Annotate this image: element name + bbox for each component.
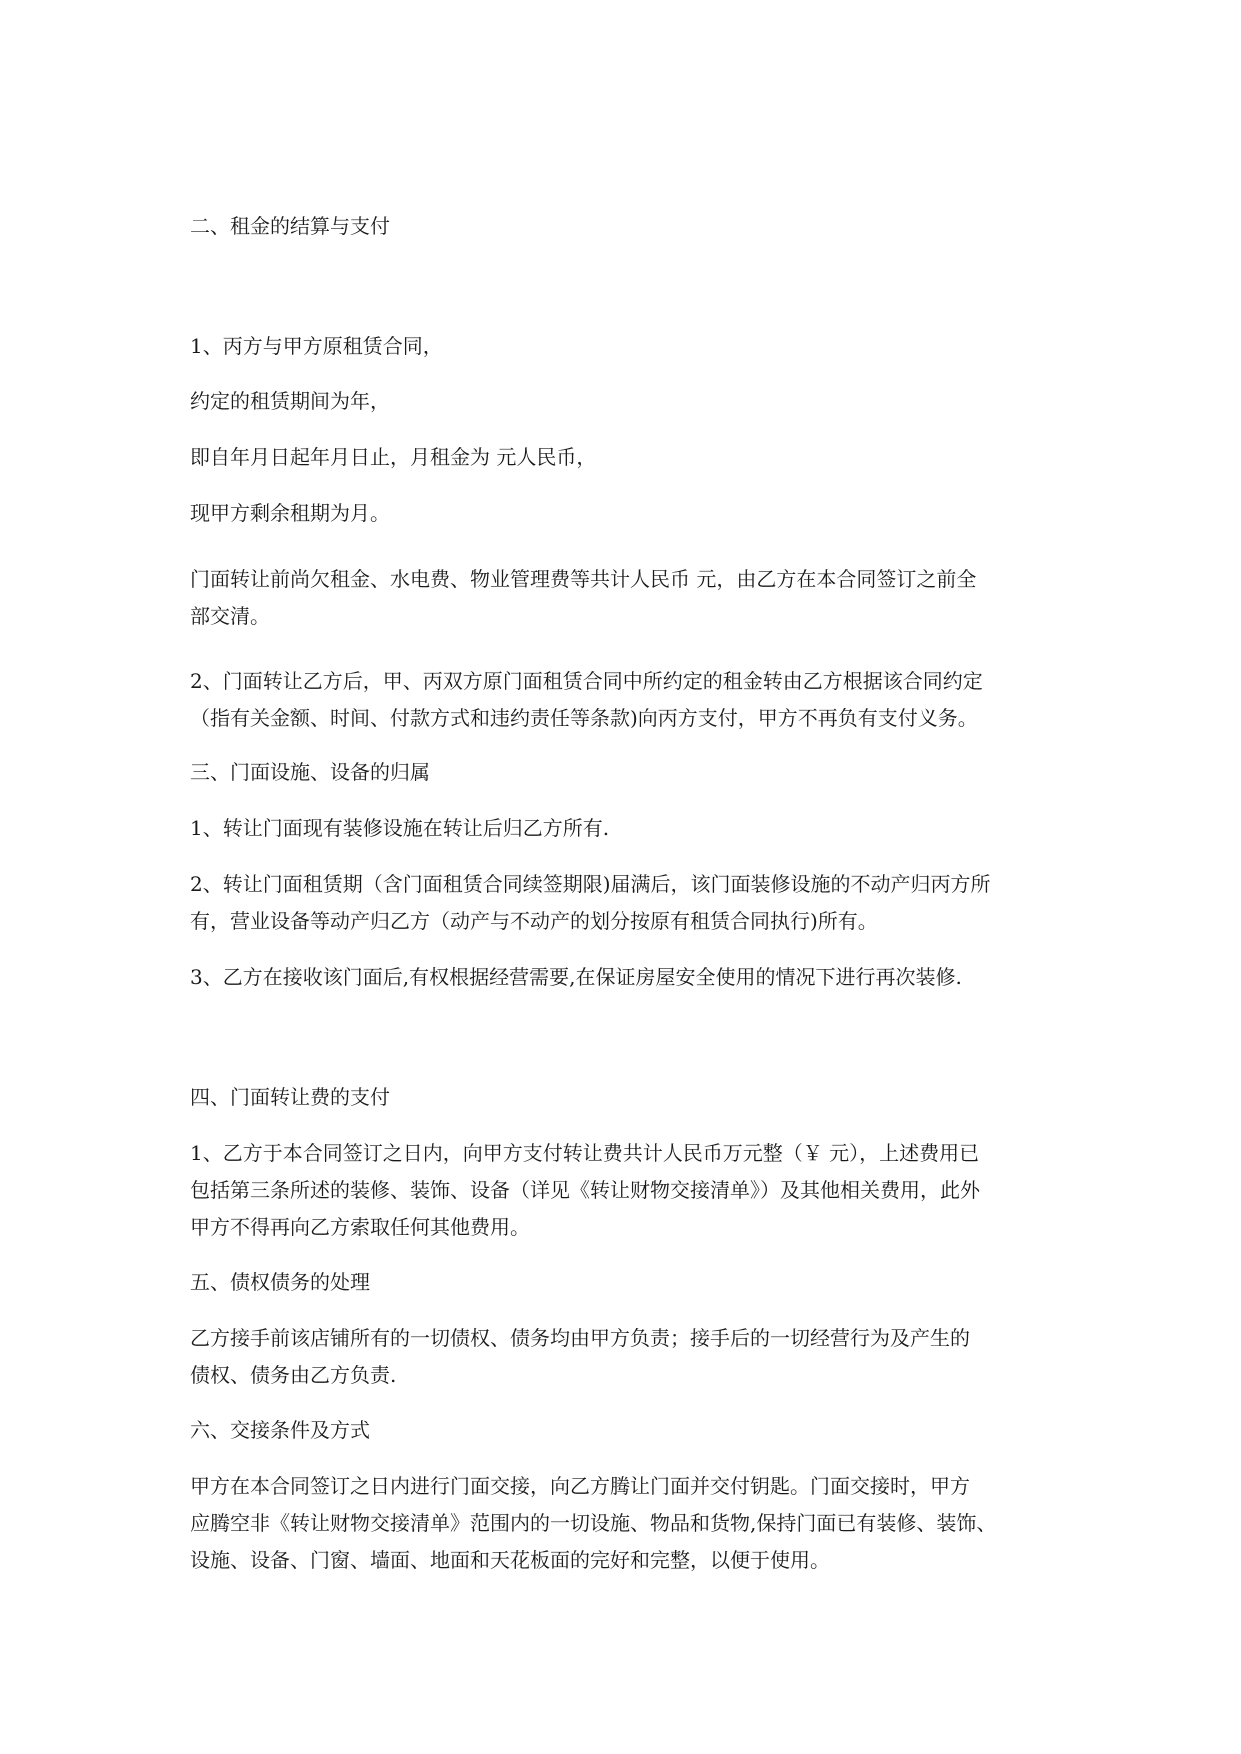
section-2-clause-2-line-1: 2、门面转让乙方后，甲、丙双方原门面租赁合同中所约定的租金转由乙方根据该合同约定 [190,669,983,693]
section-3-clause-2-line-2: 有，营业设备等动产归乙方（动产与不动产的划分按原有租赁合同执行)所有。 [190,909,878,933]
section-5-body-line-2: 债权、债务由乙方负责. [190,1363,397,1387]
section-4-clause-1-line-1: 1、乙方于本合同签订之日内，向甲方支付转让费共计人民币万元整（￥ 元），上述费用已 [190,1141,980,1165]
section-4-clause-1-line-3: 甲方不得再向乙方索取任何其他费用。 [190,1215,530,1239]
section-3-clause-2-line-1: 2、转让门面租赁期（含门面租赁合同续签期限)届满后，该门面装修设施的不动产归丙方所 [190,872,991,896]
section-6-body-line-1: 甲方在本合同签订之日内进行门面交接，向乙方腾让门面并交付钥匙。门面交接时，甲方 [190,1474,970,1498]
section-2-arrears-line-1: 门面转让前尚欠租金、水电费、物业管理费等共计人民币 元，由乙方在本合同签订之前全 [190,567,977,591]
section-3-heading: 三、门面设施、设备的归属 [190,760,430,784]
section-2-arrears-line-2: 部交清。 [190,604,270,628]
section-4-heading: 四、门面转让费的支付 [190,1085,390,1109]
section-4-clause-1-line-2: 包括第三条所述的装修、装饰、设备（详见《转让财物交接清单》）及其他相关费用，此外 [190,1178,980,1202]
section-3-clause-3: 3、乙方在接收该门面后,有权根据经营需要,在保证房屋安全使用的情况下进行再次装修. [190,965,962,989]
section-3-clause-1: 1、转让门面现有装修设施在转让后归乙方所有. [190,816,610,840]
section-5-body-line-1: 乙方接手前该店铺所有的一切债权、债务均由甲方负责；接手后的一切经营行为及产生的 [190,1326,970,1350]
section-2-clause-1-line-d: 现甲方剩余租期为月。 [190,501,390,525]
section-6-body-line-3: 设施、设备、门窗、墙面、地面和天花板面的完好和完整，以便于使用。 [190,1548,830,1572]
section-6-heading: 六、交接条件及方式 [190,1418,370,1442]
section-6-body-line-2: 应腾空非《转让财物交接清单》范围内的一切设施、物品和货物,保持门面已有装修、装饰、 [190,1511,997,1535]
section-2-heading: 二、租金的结算与支付 [190,214,390,238]
section-2-clause-1-line-a: 1、丙方与甲方原租赁合同， [190,334,443,358]
section-2-clause-1-line-b: 约定的租赁期间为年， [190,389,390,413]
section-2-clause-2-line-2: （指有关金额、时间、付款方式和违约责任等条款)向丙方支付，甲方不再负有支付义务。 [190,706,978,730]
section-5-heading: 五、债权债务的处理 [190,1270,370,1294]
section-2-clause-1-line-c: 即自年月日起年月日止，月租金为 元人民币， [190,445,597,469]
